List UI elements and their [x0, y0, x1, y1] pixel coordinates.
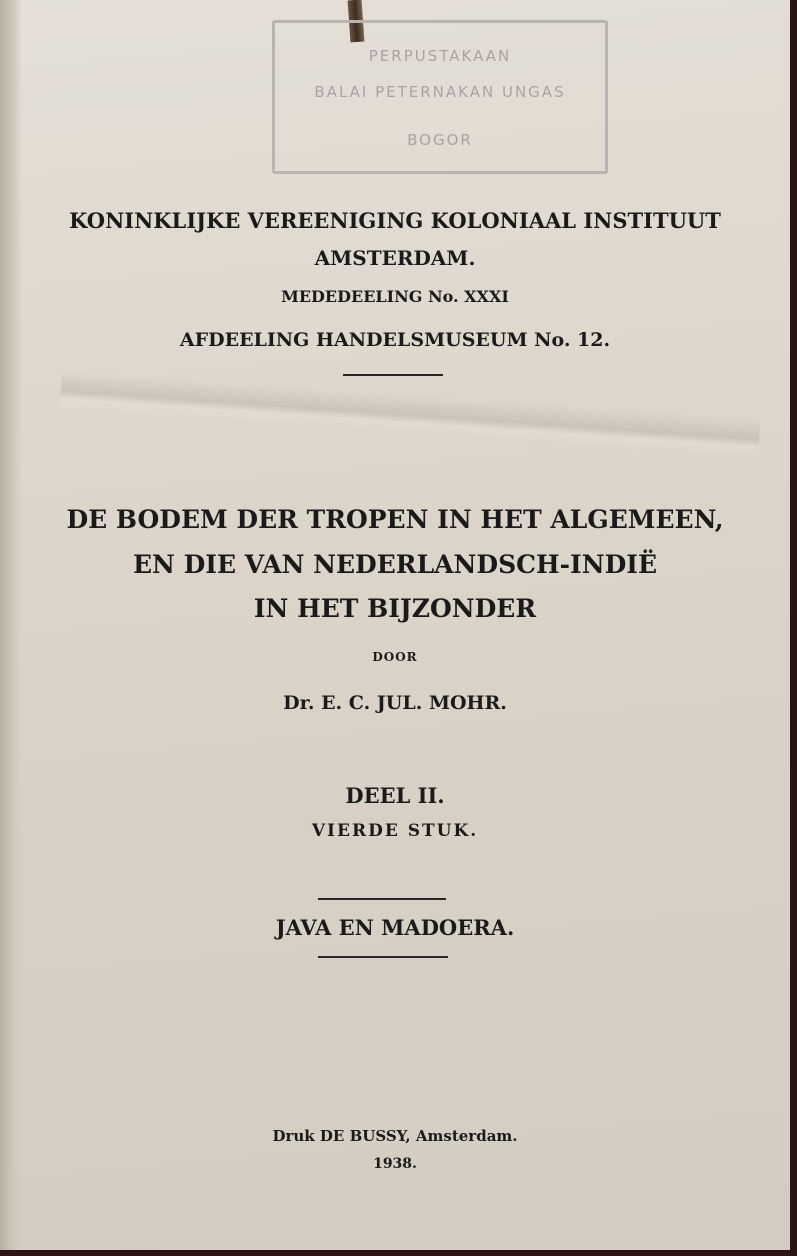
stamp-line-2: BALAI PETERNAKAN UNGAS	[314, 83, 566, 101]
page-edge-shadow	[0, 0, 22, 1250]
subtitle-java-madoera: JAVA EN MADOERA.	[275, 915, 515, 940]
stamp-line-1: PERPUSTAKAAN	[368, 47, 512, 65]
title-line-2: EN DIE VAN NEDERLANDSCH-INDIË	[133, 550, 657, 579]
author-name: Dr. E. C. JUL. MOHR.	[283, 692, 507, 714]
title-line-3: IN HET BIJZONDER	[253, 594, 537, 623]
divider-3	[318, 956, 448, 958]
byline-door: DOOR	[372, 650, 418, 664]
paper-crease	[59, 371, 760, 460]
imprint-printer: Druk DE BUSSY, Amsterdam.	[272, 1127, 518, 1145]
divider-1	[343, 374, 443, 376]
mededeeling-number: MEDEDEELING No. XXXI	[281, 287, 509, 306]
institute-city: AMSTERDAM.	[314, 246, 476, 270]
volume-deel: DEEL II.	[345, 783, 445, 808]
volume-stuk: VIERDE STUK.	[311, 821, 479, 841]
divider-2	[318, 898, 446, 900]
institute-name: KONINKLIJKE VEREENIGING KOLONIAAL INSTITUUT	[69, 208, 721, 233]
stamp-line-3: BOGOR	[407, 131, 473, 149]
afdeeling-number: AFDEELING HANDELSMUSEUM No. 12.	[179, 329, 611, 351]
imprint-year: 1938.	[373, 1156, 417, 1172]
library-stamp	[272, 20, 608, 174]
title-line-1: DE BODEM DER TROPEN IN HET ALGEMEEN,	[66, 505, 724, 534]
